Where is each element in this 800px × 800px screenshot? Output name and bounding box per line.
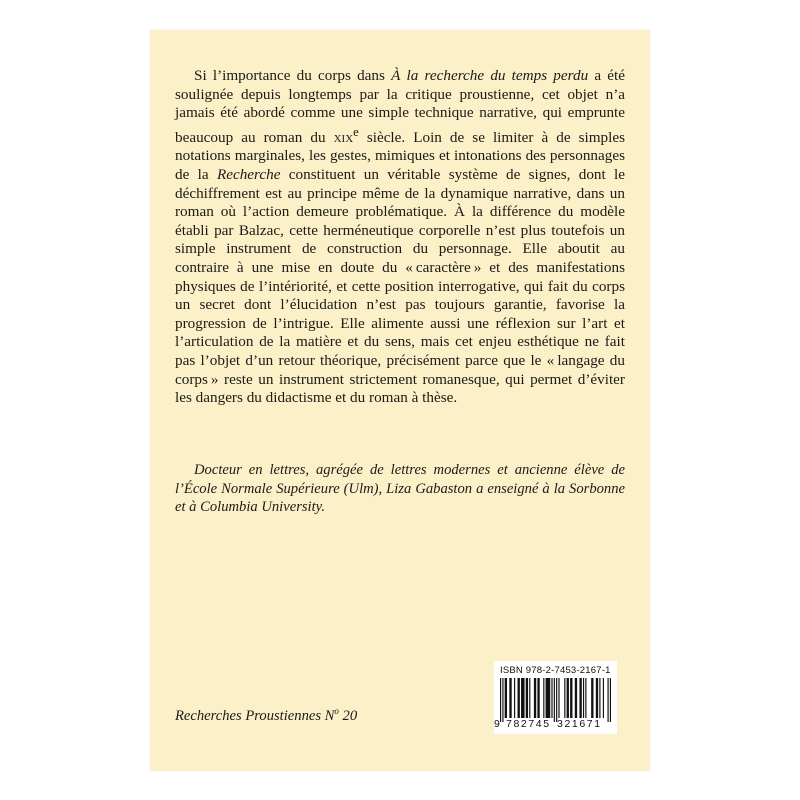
barcode-bar [526,678,528,718]
barcode-bar [575,678,577,718]
barcode-bar [556,678,557,722]
barcode-bar [543,678,544,718]
blurb-text-part-2: a été soulignée depuis longtemps par la critique proustienne, cet objet n’a jamais été abordé comme une simple technique narrative, qui emprunte beaucoup au roman du [175,67,625,146]
barcode-digit-first: 9 [494,718,500,730]
barcode-bar [579,678,581,718]
barcode-bar [599,678,600,718]
barcode-bar [529,678,530,718]
blurb-paragraph [175,67,625,408]
barcode-bar [505,678,507,718]
blurb-century-superscript: e [353,124,359,139]
series-name: Recherches Proustiennes N [175,707,335,724]
barcode-bar [591,678,593,718]
barcode-bar [564,678,565,718]
barcode-bar [521,678,525,718]
barcode-bar [583,678,584,718]
blurb-century-numeral: xix [333,128,354,146]
barcode-bar [518,678,520,718]
series-number: 20 [338,707,358,724]
barcode-bar [514,678,515,718]
barcode-digits-left: 782745 [506,718,551,730]
book-back-cover [150,30,650,771]
barcode-bar [567,678,569,718]
barcode-bar [554,678,555,722]
barcode-bar [502,678,503,722]
isbn-label: ISBN 978-2-7453-2167-1 [500,665,611,676]
barcode-bar [509,678,511,718]
barcode-bar [610,678,611,722]
blurb-book-title: À la recherche du temps perdu [391,67,589,84]
barcode-bar [607,678,608,722]
blurb-recherche-italic: Recherche [216,166,281,184]
barcode-bars [500,678,611,722]
author-bio: Docteur en lettres, agrégée de lettres modernes et ancienne élève de l’École Normale Supérieure (Ulm), Liza Gabaston a enseigné à la Sorbonne et à Columbia University. [175,462,625,516]
barcode-bar [500,678,501,722]
blurb-text-part-3: siècle. Loin de se limiter à de simples notations marginales, les gestes, mimiques et intonations des personnages de la [175,128,625,184]
barcode-bar [570,678,572,718]
barcode-bar [558,678,559,718]
barcode-digits-right: 321671 [557,718,602,730]
blurb-text-intro: Si l’importance du corps dans [194,67,392,84]
series-title [175,706,357,725]
barcode-bar [596,678,598,718]
barcode-bar [546,678,551,718]
barcode-bar [534,678,536,718]
barcode-bar [585,678,586,718]
blurb-text-part-4: constituent un véritable système de signes, dont le déchiffrement est au principe même de la dynamique narrative, dans un roman où l’action demeure problématique. À la différence du modèle établi par Balzac, cette herméneutique corporelle n’est plus toutefois un simple instrument de construction du personnage. Elle aboutit au contraire à une mise en doute du « caractère » et des manifestations physiques de l’intériorité, et cette position interrogative, qui fait du corps un secret dont l’élucidation n’est pas toujours garantie, favorise la progression de l’intrigue. Elle alimente aussi une réflexion sur l’art et l’articulation de la matière et du sens, mais cet enjeu esthétique ne fait pas l’objet d’un retour théorique, précisément parce que le « langage du corps » reste un instrument strictement romanesque, qui permet d’éviter les dangers du didactisme et du roman à thèse. [175,166,626,407]
barcode [494,661,617,734]
barcode-bar [551,678,552,718]
barcode-bar [603,678,604,718]
series-number-sign: o [334,706,339,716]
barcode-bar [537,678,539,718]
